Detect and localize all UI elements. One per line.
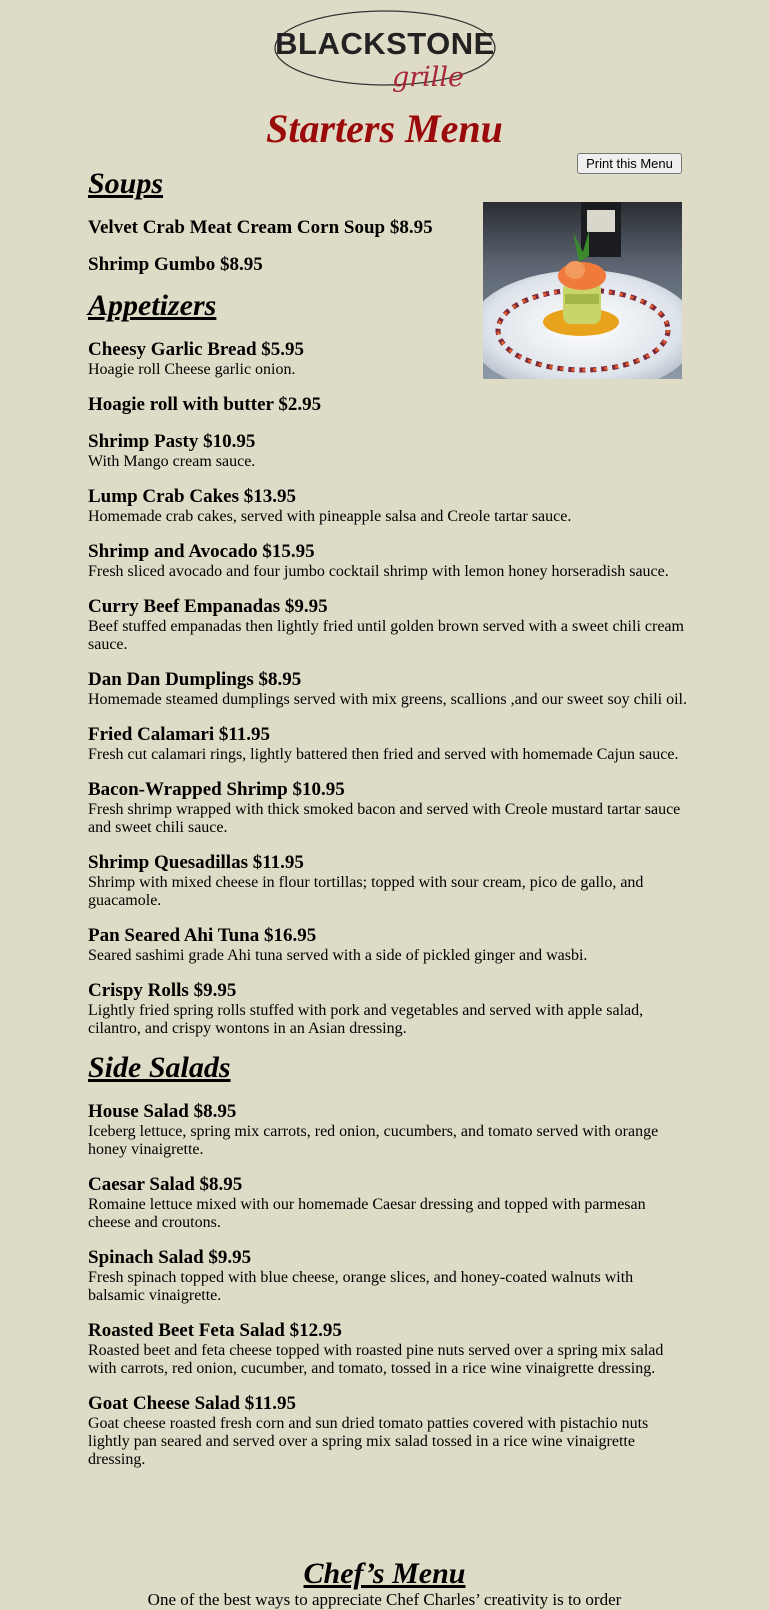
menu-item-name: Velvet Crab Meat Cream Corn Soup $8.95 <box>88 217 433 238</box>
menu-item-description: Shrimp with mixed cheese in flour tortillas; topped with sour cream, pico de gallo, and guacamole. <box>88 874 644 909</box>
menu-item-name: Pan Seared Ahi Tuna $16.95 <box>88 925 317 946</box>
menu-item <box>88 253 688 276</box>
page-title: Starters Menu <box>266 106 503 151</box>
section-title-side-salads: Side Salads <box>88 1051 231 1084</box>
menu-item <box>88 216 688 239</box>
menu-item-description: Goat cheese roasted fresh corn and sun dried tomato patties covered with pistachio nuts lightly pan seared and served over a spring mix salad tossed in a rice wine vinaigrette dressing. <box>88 1415 649 1468</box>
menu-item <box>88 1100 688 1159</box>
menu-item-name: Spinach Salad $9.95 <box>88 1247 252 1268</box>
menu-item <box>88 485 688 526</box>
menu-item-description: Lightly fried spring rolls stuffed with pork and vegetables and served with apple salad, cilantro, and crispy wontons in an Asian dressing. <box>88 1002 644 1037</box>
menu-item <box>88 540 688 581</box>
menu-item <box>88 1246 688 1305</box>
menu-item-description: Fresh shrimp wrapped with thick smoked bacon and served with Creole mustard tartar sauce and sweet chili sauce. <box>88 801 681 836</box>
menu-item-description: Homemade crab cakes, served with pineapple salsa and Creole tartar sauce. <box>88 508 572 525</box>
logo-brand-text: BLACKSTONE <box>275 26 495 61</box>
menu-item-description: Roasted beet and feta cheese topped with roasted pine nuts served over a spring mix salad with carrots, red onion, cucumber, and tomato, tossed in a rice wine vinaigrette dressing. <box>88 1342 664 1377</box>
side-salads-list <box>88 1100 688 1469</box>
soups-list <box>88 216 688 276</box>
menu-item-name: Roasted Beet Feta Salad $12.95 <box>88 1320 342 1341</box>
logo-sub-text: grille <box>391 62 465 93</box>
menu-item <box>88 595 688 654</box>
menu-item-description: Romaine lettuce mixed with our homemade Caesar dressing and topped with parmesan cheese and croutons. <box>88 1196 646 1231</box>
menu-item-name: Shrimp Quesadillas $11.95 <box>88 852 304 873</box>
menu-item-name: Goat Cheese Salad $11.95 <box>88 1393 296 1414</box>
menu-item <box>88 924 688 965</box>
menu-item-name: Bacon-Wrapped Shrimp $10.95 <box>88 779 345 800</box>
menu-item-description: Fresh spinach topped with blue cheese, orange slices, and honey-coated walnuts with balsamic vinaigrette. <box>88 1269 634 1304</box>
menu-item <box>88 851 688 910</box>
menu-item-description: Iceberg lettuce, spring mix carrots, red onion, cucumbers, and tomato served with orange honey vinaigrette. <box>88 1123 659 1158</box>
chefs-menu-intro: One of the best ways to appreciate Chef Charles’ creativity is to order <box>147 1590 622 1609</box>
logo-graphic <box>272 4 498 100</box>
menu-item-description: Seared sashimi grade Ahi tuna served with a side of pickled ginger and wasbi. <box>88 947 588 964</box>
menu-item-description: Fresh sliced avocado and four jumbo cocktail shrimp with lemon honey horseradish sauce. <box>88 563 669 580</box>
menu-item <box>88 668 688 709</box>
menu-item-name: Hoagie roll with butter $2.95 <box>88 394 322 415</box>
menu-item-name: Cheesy Garlic Bread $5.95 <box>88 339 305 360</box>
print-menu-button[interactable]: Print this Menu <box>577 153 682 174</box>
menu-item-name: Crispy Rolls $9.95 <box>88 980 237 1001</box>
menu-item-name: House Salad $8.95 <box>88 1101 237 1122</box>
section-title-appetizers: Appetizers <box>88 289 217 322</box>
menu-content <box>88 164 688 1469</box>
menu-item-name: Shrimp Gumbo $8.95 <box>88 254 263 275</box>
menu-item-name: Shrimp and Avocado $15.95 <box>88 541 315 562</box>
menu-item <box>88 723 688 764</box>
menu-item-name: Dan Dan Dumplings $8.95 <box>88 669 302 690</box>
menu-item <box>88 1173 688 1232</box>
menu-item <box>88 1319 688 1378</box>
menu-item-description: Beef stuffed empanadas then lightly fried until golden brown served with a sweet chili cream sauce. <box>88 618 684 653</box>
blackstone-grille-logo[interactable] <box>272 4 498 100</box>
menu-item-name: Shrimp Pasty $10.95 <box>88 431 256 452</box>
menu-item-name: Curry Beef Empanadas $9.95 <box>88 596 328 617</box>
menu-item <box>88 338 688 379</box>
menu-item-name: Fried Calamari $11.95 <box>88 724 271 745</box>
section-title-chefs-menu: Chef’s Menu <box>303 1557 466 1590</box>
menu-item-description: Fresh cut calamari rings, lightly battered then fried and served with homemade Cajun sauce. <box>88 746 679 763</box>
menu-item <box>88 430 688 471</box>
menu-item-description: With Mango cream sauce. <box>88 453 256 470</box>
menu-item-name: Caesar Salad $8.95 <box>88 1174 243 1195</box>
menu-item <box>88 393 688 416</box>
menu-item-description: Homemade steamed dumplings served with mix greens, scallions ,and our sweet soy chili oil. <box>88 691 687 708</box>
appetizers-list <box>88 338 688 1038</box>
menu-item-name: Lump Crab Cakes $13.95 <box>88 486 296 507</box>
section-title-soups: Soups <box>88 167 164 200</box>
menu-item <box>88 778 688 837</box>
menu-item-description: Hoagie roll Cheese garlic onion. <box>88 361 296 378</box>
menu-item <box>88 979 688 1038</box>
menu-item <box>88 1392 688 1469</box>
